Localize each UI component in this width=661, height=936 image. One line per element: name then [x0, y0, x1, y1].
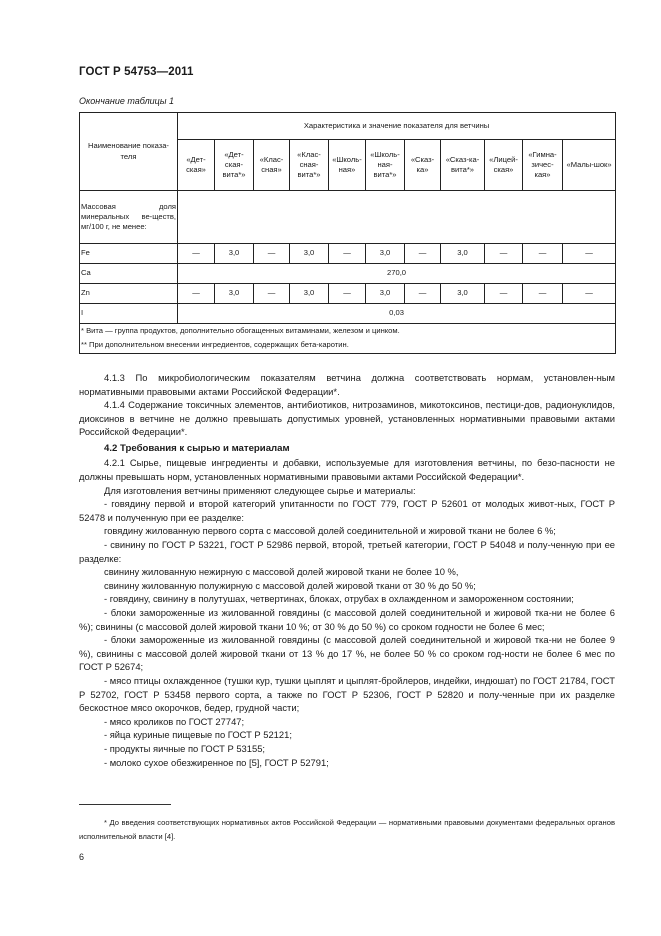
table-cell: — [254, 244, 290, 264]
product-header: «Клас-сная-вита*» [290, 140, 329, 191]
element-name: Zn [80, 284, 178, 304]
table-cell-merged: 0,03 [178, 304, 616, 324]
list-item: - блоки замороженные из жилованной говядины (с массовой долей соединительной и жировой тка-ни не более 6 %); свинины (с массовой долей жировой ткани 10 %; от 30 % до 50 %) со сроком годности не более 6 мес; [79, 607, 615, 632]
table-cell: — [178, 244, 215, 264]
table-cell: — [563, 284, 616, 304]
table-cell: — [178, 284, 215, 304]
table-cell: — [329, 244, 366, 264]
list-item: говядину жилованную первого сорта с массовой долей соединительной и жировой ткани не более 6 %; [104, 525, 556, 537]
materials-intro: Для изготовления ветчины применяют следующее сырье и материалы: [104, 484, 416, 496]
table-cell: 3,0 [366, 284, 405, 304]
table-cell: — [405, 284, 441, 304]
table-cell: 3,0 [215, 244, 254, 264]
table-cell: — [485, 244, 523, 264]
table-cell: — [523, 244, 563, 264]
page-number: 6 [79, 852, 85, 862]
table-caption: Окончание таблицы 1 [79, 96, 174, 106]
indicator-group-label: Массовая доля минеральных ве-ществ, мг/100 г, не менее: [80, 191, 178, 244]
list-item: - мясо птицы охлажденное (тушки кур, тушки цыплят и цыплят-бройлеров, индейки, индюшат) по ГОСТ 21784, ГОСТ Р 52702, ГОСТ Р 53458 первого сорта, а также по ГОСТ Р 52306, ГОСТ Р 52820 и полу-ченные при их разделке бескостное мясо окорочков, бедер, грудной части; [79, 674, 615, 714]
table-cell-merged: 270,0 [178, 264, 616, 284]
footnote-divider [79, 804, 171, 805]
list-item: - говядину, свинину в полутушах, четвертинах, блоках, отрубах в охлажденном и замороженном состоянии; [104, 593, 574, 605]
table-cell: — [405, 244, 441, 264]
table-cell: — [254, 284, 290, 304]
product-header: «Лицей-ская» [485, 140, 523, 191]
table-cell: 3,0 [441, 244, 485, 264]
table-cell: — [485, 284, 523, 304]
table-row [80, 284, 616, 304]
list-item: - продукты яичные по ГОСТ Р 53155; [104, 742, 266, 754]
product-header: «Сказ-ка» [405, 140, 441, 191]
list-item: свинину жилованную нежирную с массовой долей жировой ткани не более 10 %, [104, 566, 459, 578]
table-note: ** При дополнительном внесении ингредиентов, содержащих бета-каротин. [81, 340, 349, 350]
table-cell: 3,0 [290, 284, 329, 304]
table-cell: 3,0 [215, 284, 254, 304]
product-header: «Сказ-ка-вита*» [441, 140, 485, 191]
paragraph-4-2-1: 4.2.1 Сырье, пищевые ингредиенты и добавки, используемые для изготовления ветчины, по безо-пасности не должны превышать норм, установленных нормативными правовыми актами Российской Федерации*. [79, 457, 615, 483]
table-cell: 3,0 [366, 244, 405, 264]
product-header: «Малы-шок» [563, 140, 616, 191]
table-cell: 3,0 [290, 244, 329, 264]
list-item: - мясо кроликов по ГОСТ 27747; [104, 715, 245, 727]
product-header: «Клас-сная» [254, 140, 290, 191]
table-cell: — [329, 284, 366, 304]
group-header: Характеристика и значение показателя для ветчины [178, 113, 616, 140]
table-cell: — [523, 284, 563, 304]
table-row [80, 304, 616, 324]
list-item: - блоки замороженные из жилованной говядины (с массовой долей соединительной и жировой тка-ни не более 9 %), свинины с массовой долей жировой ткани от 13 % до 17 %, не более 50 % со сроком год-ности не более 6 мес по ГОСТ Р 52674; [79, 634, 615, 673]
product-header: «Школь-ная-вита*» [366, 140, 405, 191]
section-heading-4-2: 4.2 Требования к сырью и материалам [104, 442, 290, 454]
document-code-header: ГОСТ Р 54753—2011 [79, 66, 194, 78]
product-header: «Дет-ская-вита*» [215, 140, 254, 191]
table-note: * Вита — группа продуктов, дополнительно обогащенных витаминами, железом и цинком. [81, 326, 400, 335]
product-header: «Гимна-зичес-кая» [523, 140, 563, 191]
product-header: «Дет-ская» [178, 140, 215, 191]
list-item: - говядину первой и второй категорий упитанности по ГОСТ 779, ГОСТ Р 52601 от молодых живот-ных, ГОСТ Р 52478 и полученную при ее разделке: [79, 498, 615, 523]
specification-table [79, 112, 616, 354]
table-cell: — [563, 244, 616, 264]
footnote: * До введения соответствующих нормативных актов Российской Федерации — нормативными правовыми документами федеральных органов исполнительной власти [4]. [79, 818, 615, 841]
product-header: «Школь-ная» [329, 140, 366, 191]
element-name: Fe [80, 244, 178, 264]
element-name: I [80, 304, 178, 324]
table-row [80, 264, 616, 284]
main-text [79, 371, 615, 769]
table-cell: 3,0 [441, 284, 485, 304]
list-item: - молоко сухое обезжиренное по [5], ГОСТ Р 52791; [104, 756, 329, 768]
element-name: Ca [80, 264, 178, 284]
list-item: - яйца куриные пищевые по ГОСТ Р 52121; [104, 729, 292, 741]
paragraph-4-1-3: 4.1.3 По микробиологическим показателям ветчина должна соответствовать нормам, установлен-ным нормативными правовыми актами Российской Федерации*. [79, 372, 615, 397]
table-row [80, 244, 616, 264]
list-item: свинину жилованную полужирную с массовой долей жировой ткани от 30 % до 50 %; [104, 579, 476, 591]
list-item: - свинину по ГОСТ Р 53221, ГОСТ Р 52986 первой, второй, третьей категории, ГОСТ Р 54048 и полу-ченную при ее разделке: [79, 539, 615, 564]
indicator-name-header: Наименование показа-теля [80, 113, 178, 191]
table-notes [80, 324, 616, 354]
paragraph-4-1-4: 4.1.4 Содержание токсичных элементов, антибиотиков, нитрозаминов, микотоксинов, пестици-дов, радионуклидов, диоксинов в ветчине не должно превышать допустимых уровней, установленных нормативными правовыми актами Российской Федерации*. [79, 399, 615, 438]
